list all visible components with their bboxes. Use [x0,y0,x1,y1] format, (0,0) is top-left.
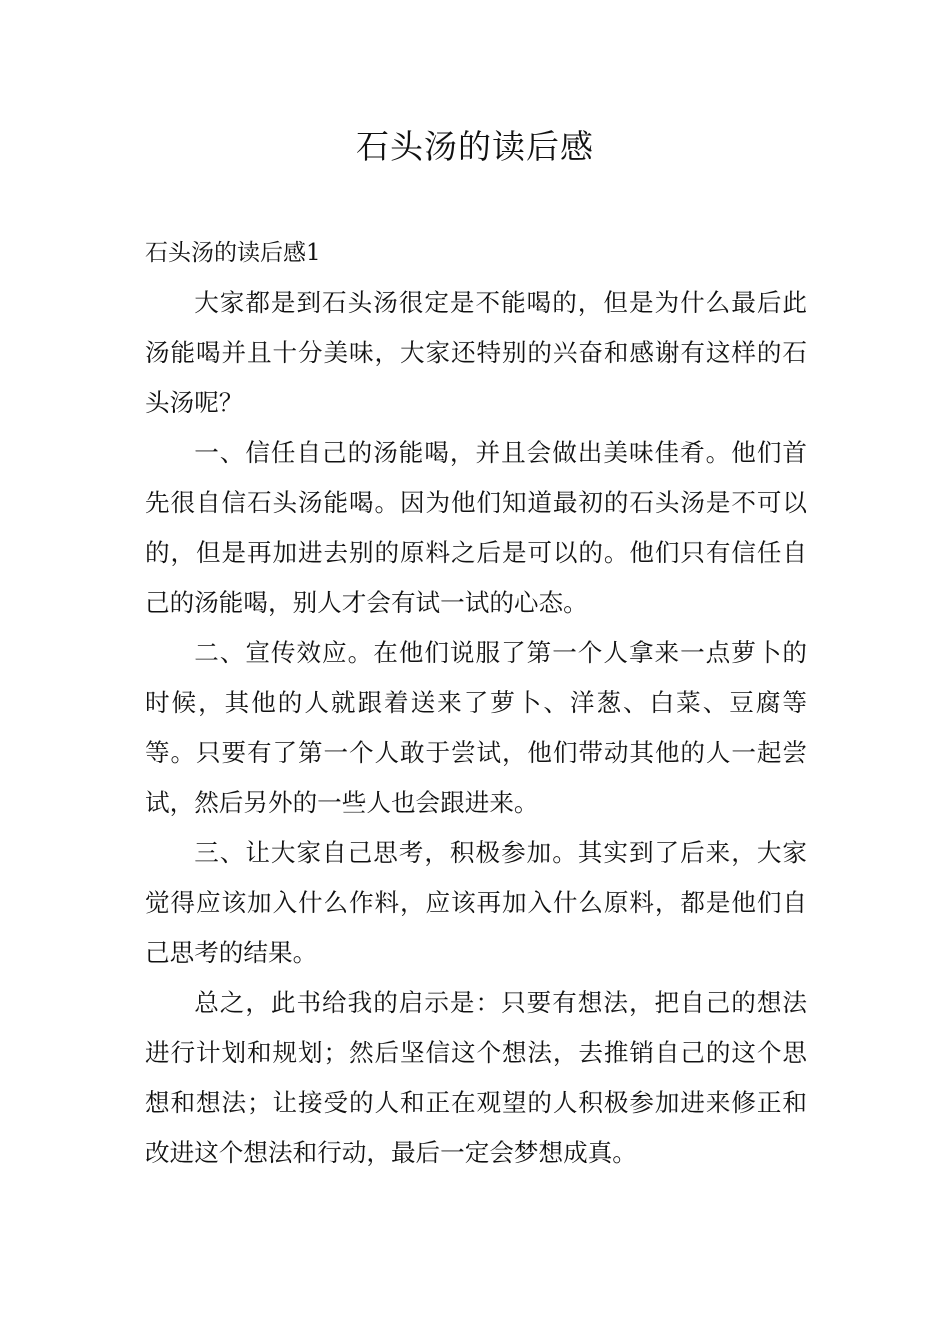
paragraph-point-two: 二、宣传效应。在他们说服了第一个人拿来一点萝卜的时候，其他的人就跟着送来了萝卜、洋葱、白菜、豆腐等等。只要有了第一个人敢于尝试，他们带动其他的人一起尝试，然后另外的一些人也会跟进来。 [145,638,807,817]
paragraph-conclusion: 总之，此书给我的启示是：只要有想法，把自己的想法进行计划和规划；然后坚信这个想法，去推销自己的这个思想和想法；让接受的人和正在观望的人积极参加进来修正和改进这个想法和行动，最后一定会梦想成真。 [145,988,807,1167]
document-title: 石头汤的读后感 [356,127,594,166]
paragraph-point-three: 三、让大家自己思考，积极参加。其实到了后来，大家觉得应该加入什么作料，应该再加入什么原料，都是他们自己思考的结果。 [145,838,807,967]
document-body [145,228,807,1178]
paragraph-point-one: 一、信任自己的汤能喝，并且会做出美味佳肴。他们首先很自信石头汤能喝。因为他们知道最初的石头汤是不可以的，但是再加进去别的原料之后是可以的。他们只有信任自己的汤能喝，别人才会有试一试的心态。 [145,438,807,617]
section-heading: 石头汤的读后感1 [145,240,321,266]
paragraph-intro: 大家都是到石头汤很定是不能喝的，但是为什么最后此汤能喝并且十分美味，大家还特别的兴奋和感谢有这样的石头汤呢？ [145,288,807,417]
